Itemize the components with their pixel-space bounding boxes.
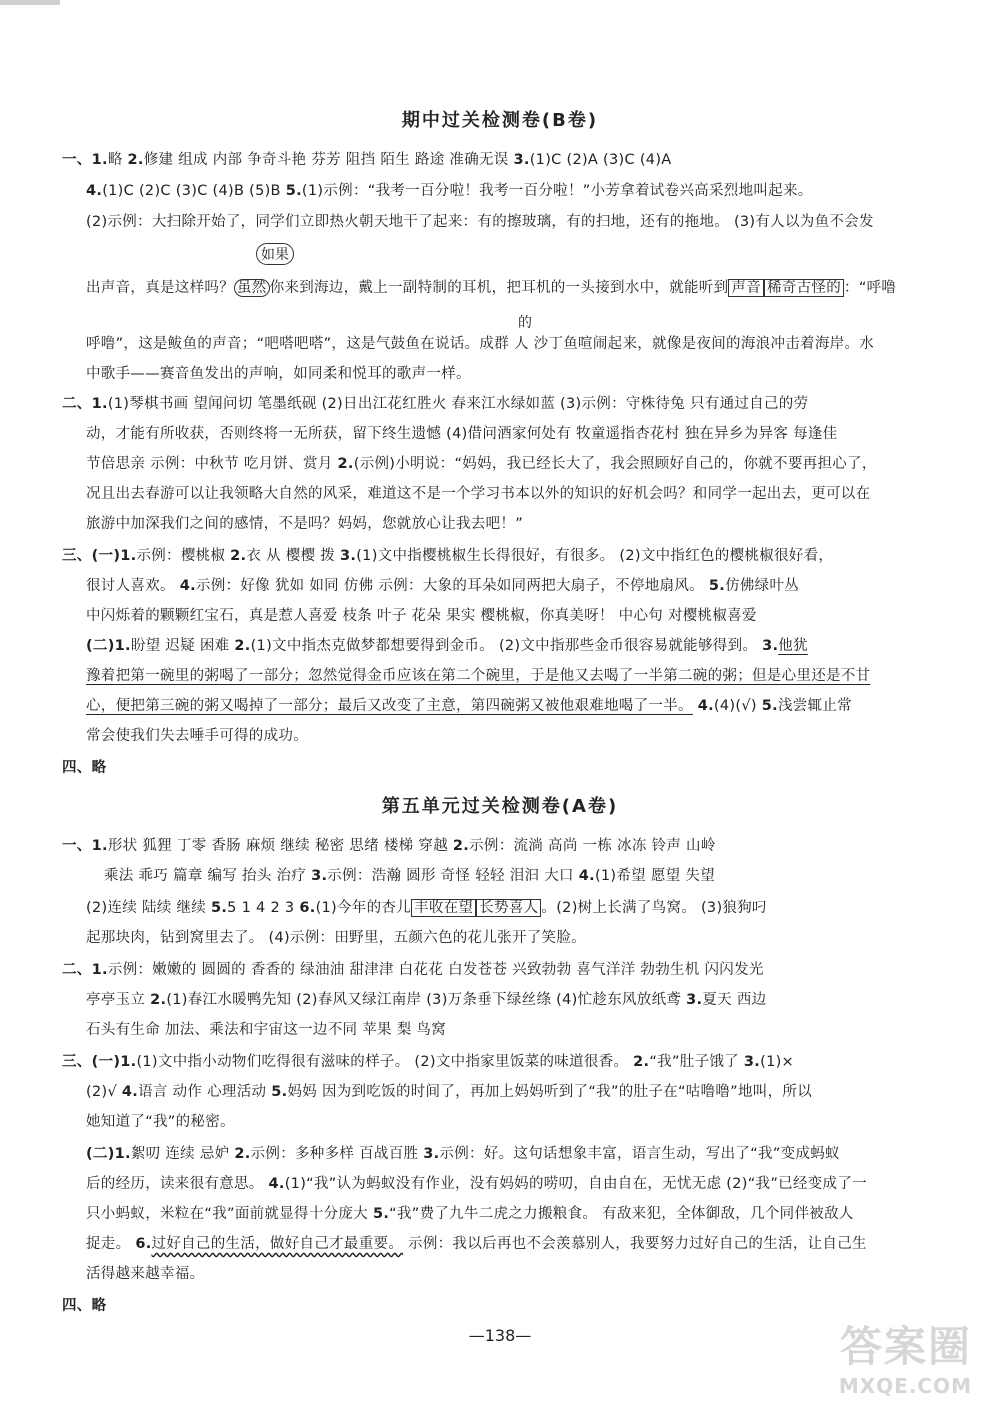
answer-line: 动，才能有所收获，否则终将一无所获，留下终生遗憾 (4)借问酒家何处有 牧童遥指杏花村 独在异乡为异客 每逢佳: [86, 426, 838, 442]
answer-line: 一、1.略 2.修建 组成 内部 争奇斗艳 芬芳 阻挡 陌生 路途 准确无误 3.(1)C (2)A (3)C (4)A: [62, 152, 672, 168]
answer-line: 起那块肉，钻到窝里去了。 (4)示例：田野里，五颜六色的花儿张开了笑脸。: [86, 930, 586, 946]
answer-line: 呼噜”，这是鲅鱼的声音；“吧嗒吧嗒”，这是气鼓鱼在说话。成群 人 沙丁鱼喧闹起来，就像是夜间的海浪冲击着海岸。水: [86, 336, 875, 352]
answer-line: (二)1.絮叨 连续 忌妒 2.示例：多种多样 百战百胜 3.示例：好。这句话想象丰富，语言生动，写出了“我”变成蚂蚁: [86, 1146, 840, 1162]
boxed-word: 声音: [728, 279, 764, 297]
insertion-mark-de: 的: [518, 315, 532, 331]
answer-line: 4.(1)C (2)C (3)C (4)B (5)B 5.(1)示例：“我考一百分啦！我考一百分啦！”小芳拿着试卷兴高采烈地叫起来。: [86, 183, 813, 199]
answer-line: 中歌手——赛音鱼发出的声响，如同柔和悦耳的歌声一样。: [86, 366, 471, 382]
answer-line: (2)示例：大扫除开始了，同学们立即热火朝天地干了起来：有的擦玻璃，有的扫地，还有的拖地。 (3)有人以为鱼不会发: [86, 214, 874, 230]
correction-note-ruguo: 如果: [256, 243, 294, 265]
answer-line: 心，便把第三碗的粥又喝掉了一部分；最后又改变了主意，第四碗粥又被他艰难地喝了一半。 4.(4)(√) 5.浅尝辄止常: [86, 698, 852, 714]
answer-line: 中闪烁着的颗颗红宝石，真是惹人喜爱 枝条 叶子 花朵 果实 樱桃椒，你真美呀！ 中心句 对樱桃椒喜爱: [86, 608, 757, 624]
answer-line: 很讨人喜欢。 4.示例：好像 犹如 如同 仿佛 示例：大象的耳朵如同两把大扇子，不停地扇风。 5.仿佛绿叶丛: [86, 578, 800, 594]
wavy-underline: 过好自己的生活，做好自己才最重要。: [151, 1236, 404, 1252]
boxed-word: 丰收在望: [411, 899, 476, 917]
answer-line: 四、略: [62, 1298, 107, 1314]
answer-line: 只小蚂蚁，米粒在“我”面前就显得十分庞大 5.“我”费了九牛二虎之力搬粮食。 有敌来犯，全体御敌，几个同伴被敌人: [86, 1206, 854, 1222]
answer-line: 活得越来越幸福。: [86, 1266, 205, 1282]
answer-line: (二)1.盼望 迟疑 困难 2.(1)文中指杰克做梦都想要得到金币。 (2)文中指那些金币很容易就能够得到。 3.他犹: [86, 638, 808, 654]
answer-line: 节倍思亲 示例：中秋节 吃月饼、赏月 2.(示例)小明说：“妈妈，我已经长大了，我会照顾好自己的，你就不要再担心了，: [86, 456, 877, 472]
answer-line-corrections: 出声音，真是这样吗？ 虽然 你来到海边，戴上一副特制的耳机，把耳机的一头接到水中，就能听到 声音 稀奇古怪的 ：“呼噜: [86, 280, 897, 296]
answer-line: 她知道了“我”的秘密。: [86, 1114, 235, 1130]
answer-line: 二、1.(1)琴棋书画 望闻问切 笔墨纸砚 (2)日出江花红胜火 春来江水绿如蓝 (3)示例：守株待兔 只有通过自己的劳: [62, 396, 809, 412]
answer-line: (2)连续 陆续 继续 5.5 1 4 2 3 6.(1)今年的杏儿 丰收在望 长势喜人 。(2)树上长满了鸟窝。 (3)狼狗叼: [86, 900, 767, 916]
boxed-word: 稀奇古怪的: [764, 279, 844, 297]
boxed-word: 长势喜人: [476, 899, 541, 917]
answer-line: 三、(一)1.示例：樱桃椒 2.衣 从 樱樱 拨 3.(1)文中指樱桃椒生长得很好，有很多。 (2)文中指红色的樱桃椒很好看，: [62, 548, 834, 564]
section-title-unit5-a: 第五单元过关检测卷(A卷): [381, 796, 619, 817]
answer-line-underlined: 豫着把第一碗里的粥喝了一部分；忽然觉得金币应该在第二个碗里，于是他又去喝了一半第二碗的粥；但是心里还是不甘: [86, 668, 871, 684]
answer-line: (2)√ 4.语言 动作 心理活动 5.妈妈 因为到吃饭的时间了，再加上妈妈听到了“我”的肚子在“咕噜噜”地叫，所以: [86, 1084, 812, 1100]
answer-line: 亭亭玉立 2.(1)春江水暖鸭先知 (2)春风又绿江南岸 (3)万条垂下绿丝绦 (4)忙趁东风放纸鸢 3.夏天 西边: [86, 992, 767, 1008]
answer-line: 捉走。 6.过好自己的生活，做好自己才最重要。 示例：我以后再也不会羡慕别人，我要努力过好自己的生活，让自己生: [86, 1236, 867, 1252]
watermark-text: 答案圈: [839, 1322, 972, 1371]
answer-line: 乘法 乖巧 篇章 编写 抬头 治疗 3.示例：浩瀚 圆形 奇怪 轻轻 泪汩 大口 4.(1)希望 愿望 失望: [104, 868, 715, 884]
answer-line: 后的经历，读来很有意思。 4.(1)“我”认为蚂蚁没有作业，没有妈妈的唠叨，自由自在，无忧无虑 (2)“我”已经变成了一: [86, 1176, 867, 1192]
answer-line: 常会使我们失去唾手可得的成功。: [86, 728, 308, 744]
answer-line: 况且出去春游可以让我领略大自然的风采，难道这不是一个学习书本以外的知识的好机会吗？和同学一起出去，更可以在: [86, 486, 871, 502]
page-number: —138—: [468, 1326, 532, 1345]
answer-line: 旅游中加深我们之间的感情，不是吗？妈妈，您就放心让我去吧！”: [86, 516, 524, 532]
answer-line: 一、1.形状 狐狸 丁零 香肠 麻烦 继续 秘密 思绪 楼梯 穿越 2.示例：流淌 高尚 一栋 冰冻 铃声 山岭: [62, 838, 716, 854]
section-title-midterm-b: 期中过关检测卷(B卷): [401, 110, 599, 131]
answer-line: 四、略: [62, 760, 107, 776]
answer-line: 三、(一)1.(1)文中指小动物们吃得很有滋味的样子。 (2)文中指家里饭菜的味道很香。 2.“我”肚子饿了 3.(1)×: [62, 1054, 794, 1070]
watermark-logo: [839, 1314, 972, 1398]
header-mark: [0, 0, 60, 5]
answer-line: 二、1.示例：嫩嫩的 圆圆的 香香的 绿油油 甜津津 白花花 白发苍苍 兴致勃勃 喜气洋洋 勃勃生机 闪闪发光: [62, 962, 764, 978]
circled-word: 虽然: [234, 279, 270, 297]
answer-line: 石头有生命 加法、乘法和宇宙这一边不同 苹果 梨 鸟窝: [86, 1022, 447, 1038]
watermark-url: MXQE.COM: [838, 1374, 972, 1398]
